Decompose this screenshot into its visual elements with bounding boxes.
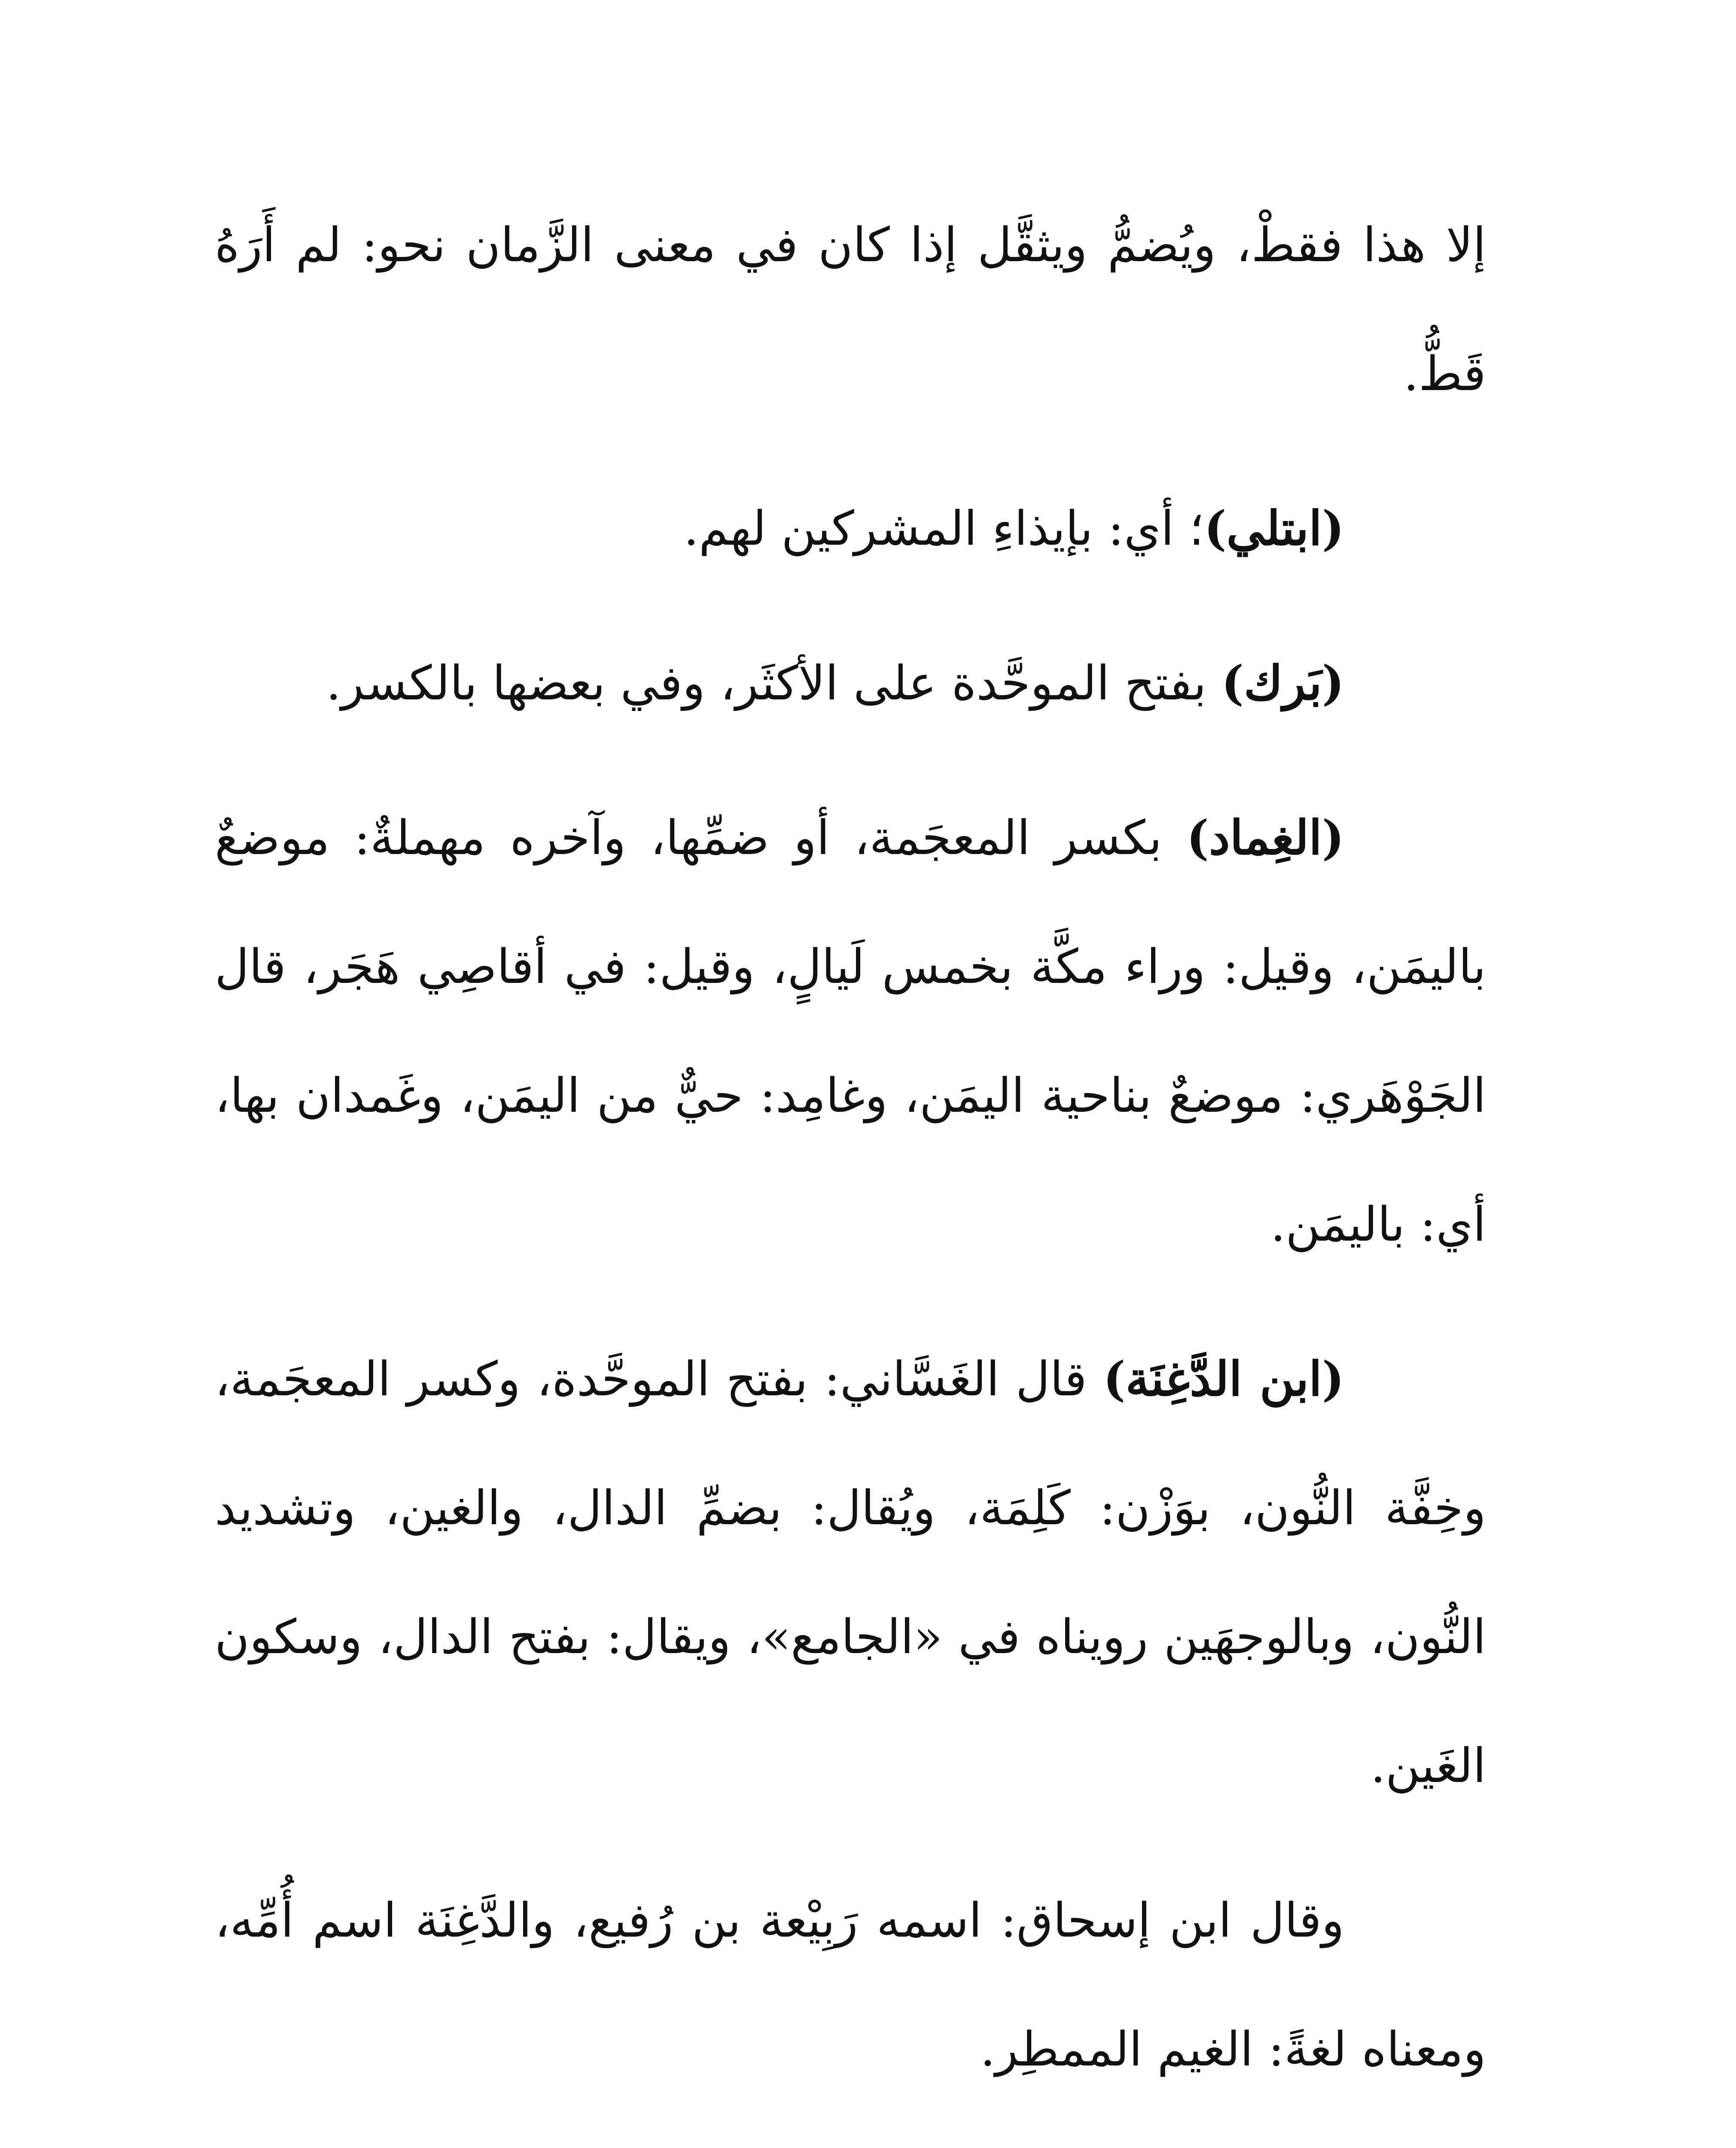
paragraph-1 (215, 180, 1486, 438)
term-heading: (ابن الدَّغِنَة) (1103, 1351, 1344, 1407)
term-heading: (بَرك) (1221, 655, 1344, 711)
paragraph-text: إلا هذا فقطْ، ويُضمُّ ويثقَّل إذا كان في معنى الزَّمان نحو: لم أَرَهُ قَطُّ. (215, 217, 1486, 401)
paragraph-text: بفتح الموحَّدة على الأكثَر، وفي بعضها بالكسر. (326, 656, 1221, 711)
paragraph-3 (215, 619, 1486, 748)
main-text (215, 180, 1486, 2148)
term-heading: (ابتلي) (1204, 500, 1344, 556)
paragraph-2 (215, 464, 1486, 593)
paragraph-text: بكسر المعجَمة، أو ضمِّها، وآخره مهملةٌ: موضعٌ باليمَن، وقيل: وراء مكَّة بخمس لَيالٍ، وقيل: في أقاصِي هَجَر، قال الجَوْهَري: موضعٌ بناحية اليمَن، وغامِد: حيٌّ من اليمَن، وغَمدان بها، أي: باليمَن. (215, 810, 1486, 1252)
paragraph-text: ؛ أي: بإيذاءِ المشركين لهم. (683, 501, 1204, 556)
paragraph-text: قال الغَسَّاني: بفتح الموحَّدة، وكسر المعجَمة، وخِفَّة النُّون، بوَزْن: كَلِمَة، ويُقال: بضمِّ الدال، والغين، وتشديد النُّون، وبالوجهَين رويناه في «الجامع»، ويقال: بفتح الدال، وسكون الغَين. (215, 1352, 1486, 1793)
paragraph-7 (215, 2139, 1486, 2148)
paragraph-6 (215, 1856, 1486, 2114)
paragraph-5 (215, 1315, 1486, 1830)
paragraph-4 (215, 773, 1486, 1289)
term-heading: (الغِماد) (1186, 810, 1344, 865)
paragraph-text: وقال ابن إسحاق: اسمه رَبِيْعة بن رُفيع، والدَّغِنَة اسم أُمِّه، ومعناه لغةً: الغيم الممطِر. (215, 1893, 1486, 2077)
